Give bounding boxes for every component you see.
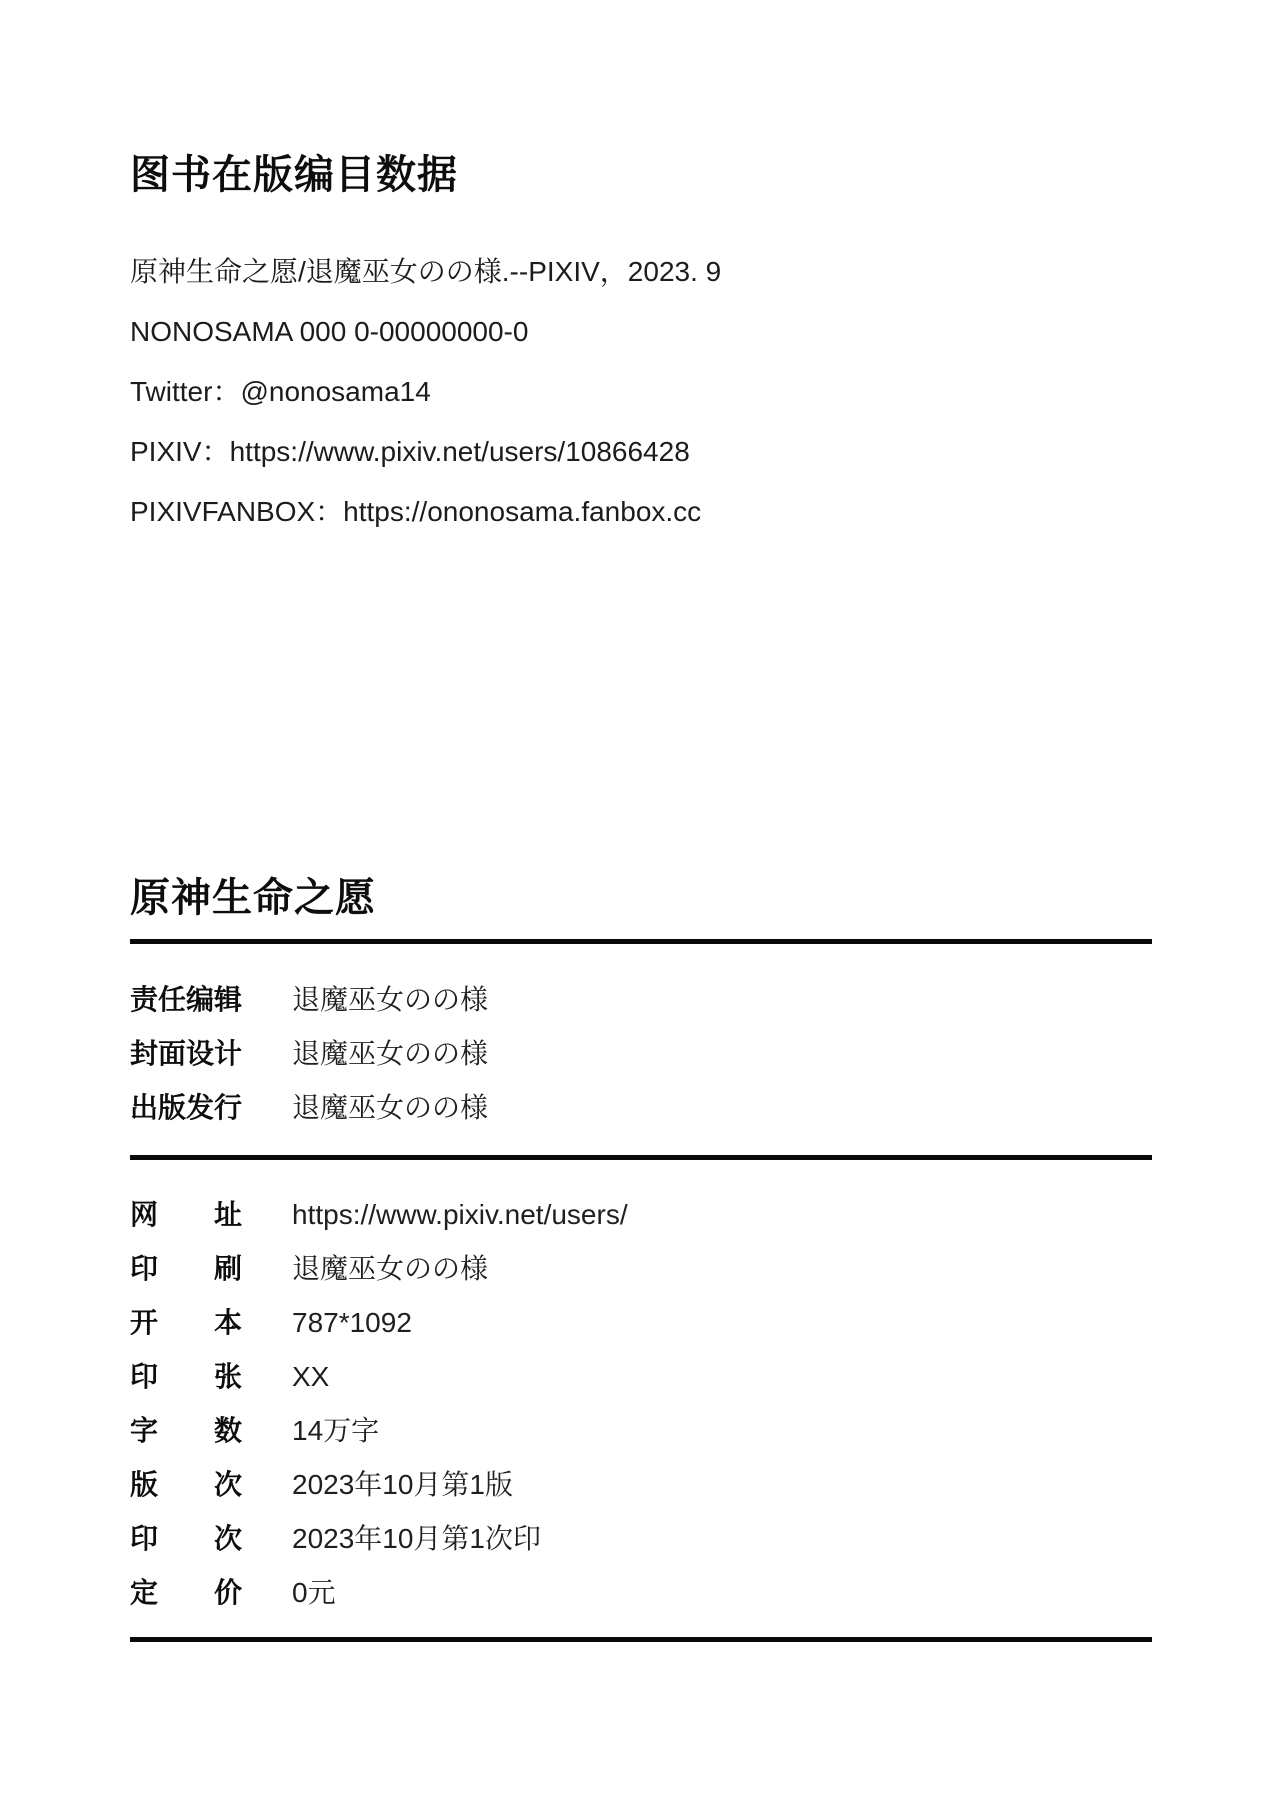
row-value: 退魔巫女のの様	[292, 1092, 489, 1123]
row-label: 出版发行	[130, 1092, 243, 1123]
credit-row-publisher	[130, 1091, 1152, 1125]
divider-middle	[130, 1155, 1152, 1160]
detail-row-sheets	[130, 1360, 1152, 1394]
row-value: 退魔巫女のの様	[292, 984, 489, 1015]
row-label: 字 数	[130, 1415, 243, 1446]
cip-section-title: 图书在版编目数据	[130, 153, 458, 197]
row-value: 14万字	[292, 1415, 380, 1446]
divider-top	[130, 939, 1152, 944]
row-label: 开 本	[130, 1307, 243, 1338]
row-value: XX	[292, 1361, 330, 1392]
detail-row-price	[130, 1576, 1152, 1610]
detail-row-word-count	[130, 1414, 1152, 1448]
book-title: 原神生命之愿	[130, 876, 376, 920]
credit-row-editor	[130, 983, 1152, 1017]
row-label: 定 价	[130, 1577, 243, 1608]
row-label: 网 址	[130, 1199, 243, 1230]
detail-row-edition	[130, 1468, 1152, 1502]
row-value: 退魔巫女のの様	[292, 1038, 489, 1069]
cip-catalog-line: 原神生命之愿/退魔巫女のの様.--PIXIV，2023. 9	[130, 256, 722, 287]
row-label: 版 次	[130, 1469, 243, 1500]
detail-row-printing	[130, 1252, 1152, 1286]
cip-isbn-line: NONOSAMA 000 0-00000000-0	[130, 316, 529, 347]
row-value: 787*1092	[292, 1307, 412, 1338]
row-value: 退魔巫女のの様	[292, 1253, 489, 1284]
row-label: 印 次	[130, 1523, 243, 1554]
credit-row-cover-design	[130, 1037, 1152, 1071]
cip-twitter-line: Twitter：@nonosama14	[130, 376, 431, 407]
detail-row-format	[130, 1306, 1152, 1340]
row-label: 责任编辑	[130, 984, 243, 1015]
row-label: 印 张	[130, 1361, 243, 1392]
divider-bottom	[130, 1637, 1152, 1642]
detail-row-website	[130, 1198, 1152, 1232]
row-label: 印 刷	[130, 1253, 243, 1284]
cip-pixiv-line: PIXIV：https://www.pixiv.net/users/10866428	[130, 436, 690, 467]
row-value: 2023年10月第1次印	[292, 1523, 542, 1554]
row-value: https://www.pixiv.net/users/	[292, 1199, 628, 1230]
row-label: 封面设计	[130, 1038, 243, 1069]
cip-fanbox-line: PIXIVFANBOX：https://ononosama.fanbox.cc	[130, 496, 702, 527]
row-value: 2023年10月第1版	[292, 1469, 514, 1500]
row-value: 0元	[292, 1577, 336, 1608]
detail-row-impression	[130, 1522, 1152, 1556]
